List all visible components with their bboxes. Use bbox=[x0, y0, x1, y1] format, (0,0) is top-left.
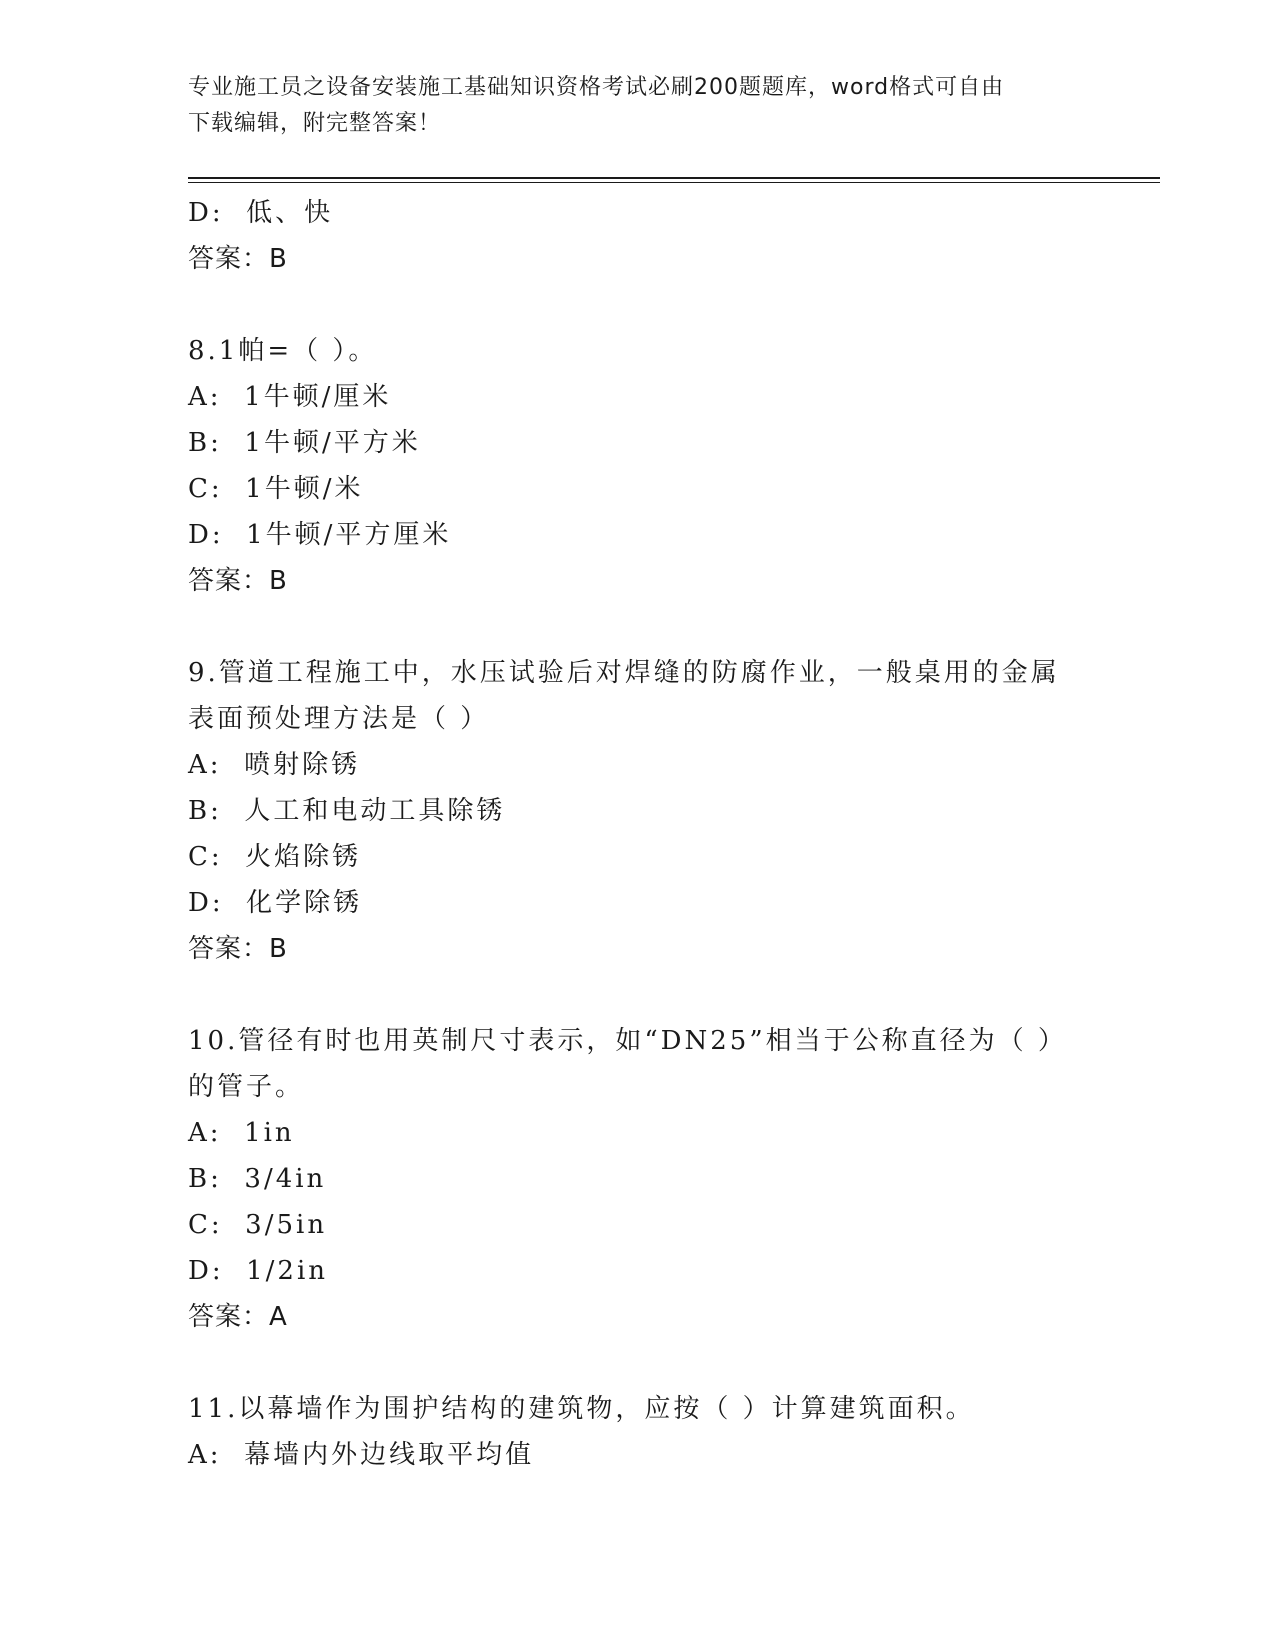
document-header bbox=[188, 70, 1088, 142]
question-stem bbox=[188, 1018, 1118, 1110]
option-c: C: 3/5in bbox=[188, 1210, 328, 1240]
question-block bbox=[188, 1386, 1118, 1478]
option-b: B: 人工和电动工具除锈 bbox=[188, 796, 506, 826]
answer-line: 答案：B bbox=[188, 566, 288, 596]
question-block bbox=[188, 650, 1118, 972]
question-stem bbox=[188, 328, 1118, 374]
option-c: C: 火焰除锈 bbox=[188, 842, 362, 872]
option-d: D: 1/2in bbox=[188, 1256, 329, 1286]
option-d: D: 1牛顿/平方厘米 bbox=[188, 520, 452, 550]
answer-line: 答案：A bbox=[188, 1302, 288, 1332]
question-block bbox=[188, 1018, 1118, 1340]
question-stem-line: 11.以幕墙作为围护结构的建筑物，应按（ ）计算建筑面积。 bbox=[188, 1394, 975, 1424]
header-divider bbox=[188, 177, 1160, 179]
question-stem-line: 9.管道工程施工中，水压试验后对焊缝的防腐作业，一般桌用的金属 bbox=[188, 658, 1060, 688]
question-stem-line: 表面预处理方法是（ ） bbox=[188, 704, 490, 734]
header-line-1: 专业施工员之设备安装施工基础知识资格考试必刷200题题库，word格式可自由 bbox=[188, 75, 1005, 100]
option-a: A: 喷射除锈 bbox=[188, 750, 361, 780]
option-a: A: 1牛顿/厘米 bbox=[188, 382, 392, 412]
option-b: B: 1牛顿/平方米 bbox=[188, 428, 421, 458]
option-a: A: 幕墙内外边线取平均值 bbox=[188, 1440, 535, 1470]
header-divider-thin bbox=[188, 182, 1160, 183]
option-d: D: 低、快 bbox=[188, 198, 334, 228]
question-stem bbox=[188, 1386, 1118, 1432]
question-stem bbox=[188, 650, 1118, 742]
option-b: B: 3/4in bbox=[188, 1164, 327, 1194]
answer-line: 答案：B bbox=[188, 244, 288, 274]
question-content bbox=[188, 190, 1118, 1478]
header-line-2: 下载编辑，附完整答案！ bbox=[188, 111, 442, 136]
question-block bbox=[188, 328, 1118, 604]
question-stem-line: 8.1帕=（ ）。 bbox=[188, 336, 378, 366]
question-stem-line: 的管子。 bbox=[188, 1072, 305, 1102]
option-d: D: 化学除锈 bbox=[188, 888, 363, 918]
question-stem-line: 10.管径有时也用英制尺寸表示，如“DN25”相当于公称直径为（ ） bbox=[188, 1026, 1067, 1056]
option-c: C: 1牛顿/米 bbox=[188, 474, 364, 504]
answer-line: 答案：B bbox=[188, 934, 288, 964]
option-a: A: 1in bbox=[188, 1118, 295, 1148]
